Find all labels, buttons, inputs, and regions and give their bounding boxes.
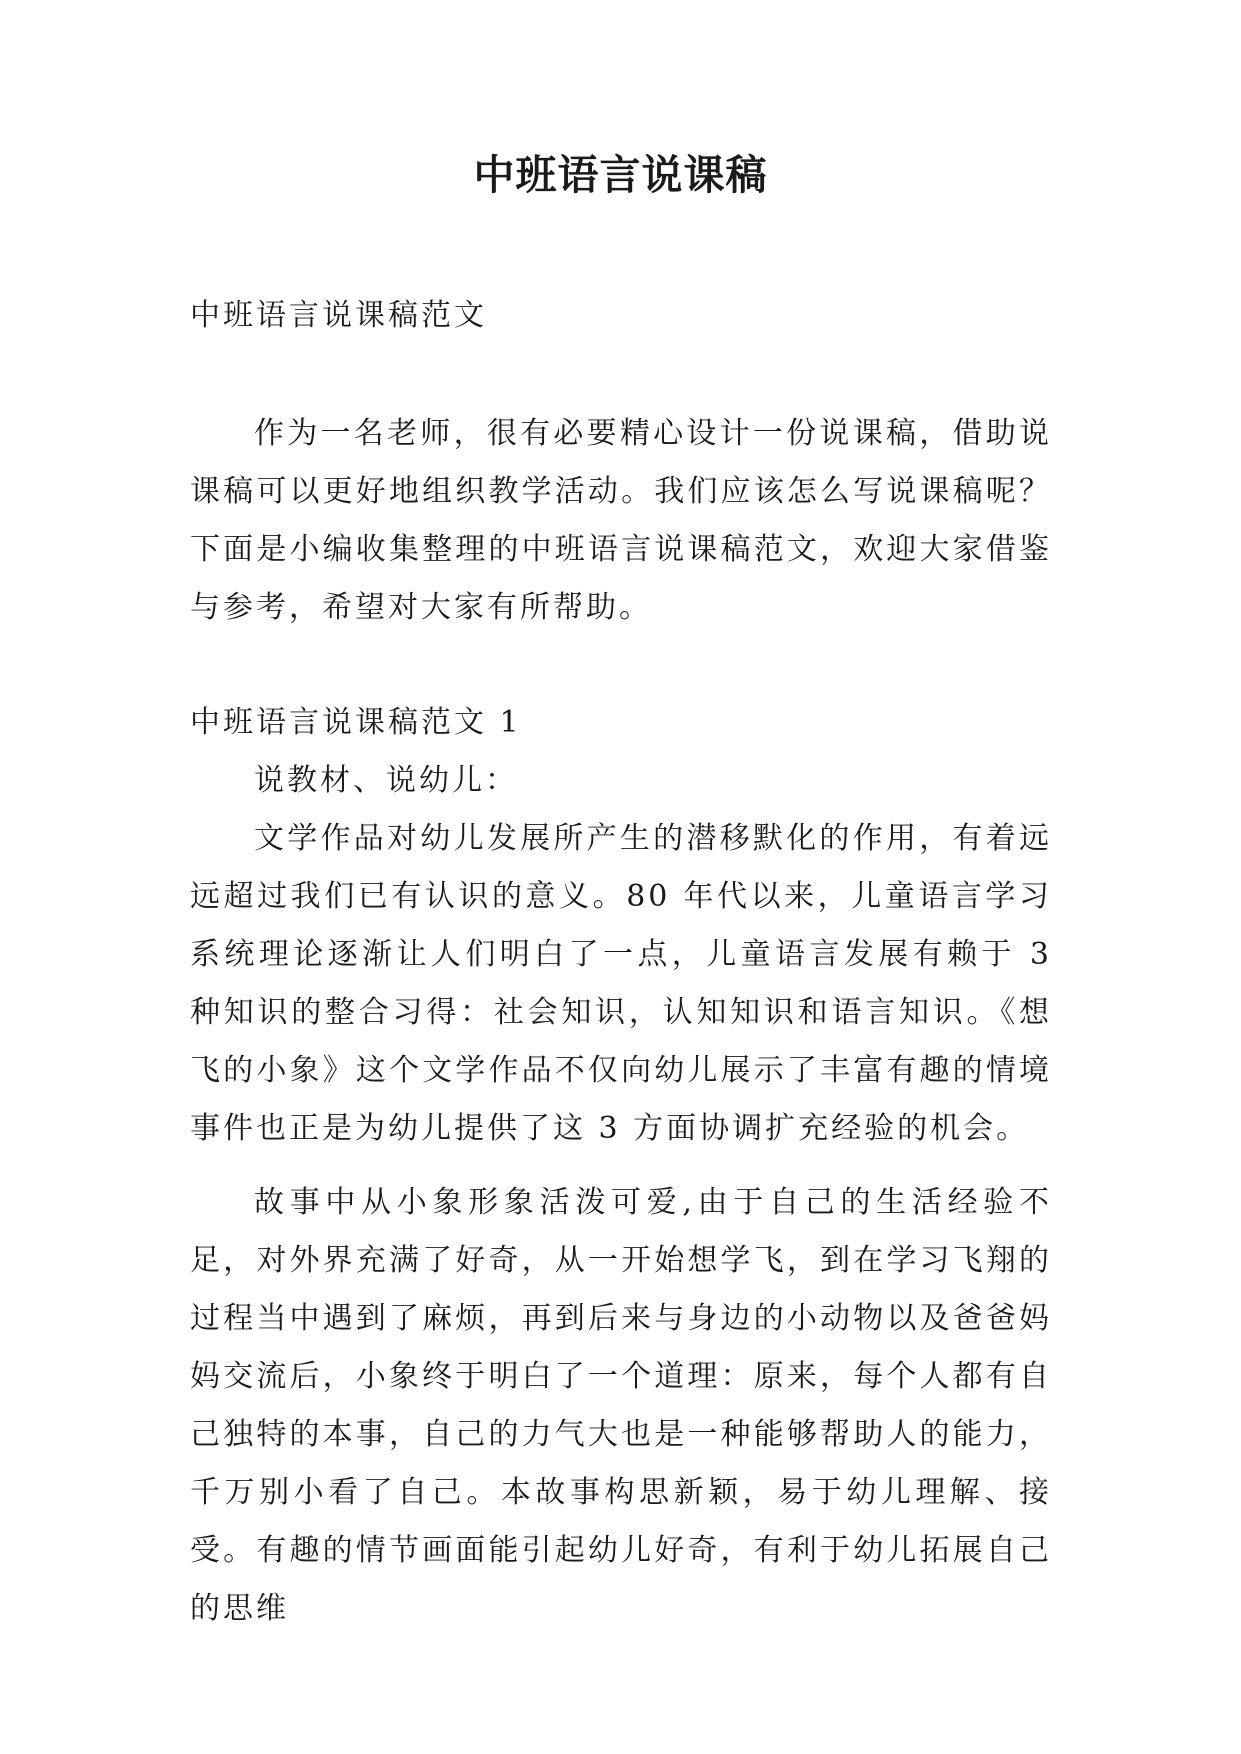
- page-title: 中班语言说课稿: [473, 151, 768, 199]
- document-subtitle: 中班语言说课稿范文: [190, 298, 487, 333]
- section-title: 中班语言说课稿范文 1: [190, 705, 522, 740]
- intro-paragraph: 作为一名老师，很有必要精心设计一份说课稿，借助说课稿可以更好地组织教学活动。我们应该怎么写说课稿呢？下面是小编收集整理的中班语言说课稿范文，欢迎大家借鉴与参考，希望对大家有所帮助。: [190, 416, 1052, 625]
- paragraph: 说教材、说幼儿：: [254, 763, 518, 798]
- paragraph: 文学作品对幼儿发展所产生的潜移默化的作用，有着远远超过我们已有认识的意义。80 年代以来，儿童语言学习系统理论逐渐让人们明白了一点，儿童语言发展有赖于 3 种知识的整合习得：社会知识，认知知识和语言知识。《想飞的小象》这个文学作品不仅向幼儿展示了丰富有趣的情境事件也正是为幼儿提供了这 3 方面协调扩充经验的机会。: [190, 821, 1052, 1146]
- paragraph: 故事中从小象形象活泼可爱,由于自己的生活经验不足，对外界充满了好奇，从一开始想学飞，到在学习飞翔的过程当中遇到了麻烦，再到后来与身边的小动物以及爸爸妈妈交流后，小象终于明白了一个道理：原来，每个人都有自己独特的本事，自己的力气大也是一种能够帮助人的能力，千万别小看了自己。本故事构思新颖，易于幼儿理解、接受。有趣的情节画面能引起幼儿好奇，有利于幼儿拓展自己的思维: [190, 1185, 1052, 1626]
